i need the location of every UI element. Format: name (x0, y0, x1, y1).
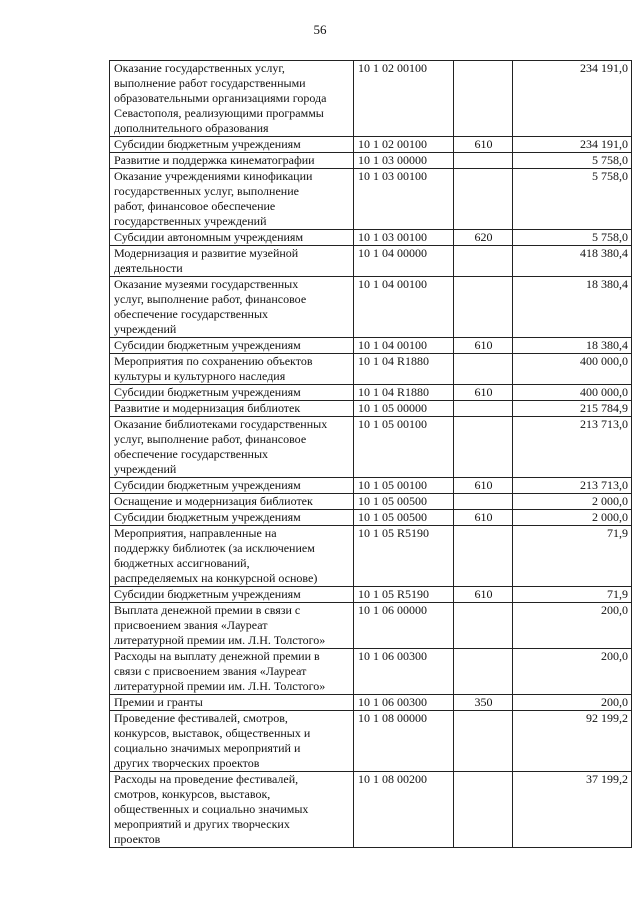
page-number: 56 (313, 22, 327, 37)
cell-code: 10 1 02 00100 (354, 61, 454, 137)
cell-name: Мероприятия по сохранению объектов культуры и культурного наследия (110, 354, 354, 385)
cell-code: 10 1 05 R5190 (354, 526, 454, 587)
cell-amount: 2 000,0 (513, 510, 632, 526)
table-row (110, 61, 632, 137)
cell-name: Премии и гранты (110, 695, 354, 711)
cell-expense-type: 610 (454, 385, 513, 401)
cell-code: 10 1 05 00100 (354, 478, 454, 494)
cell-amount: 71,9 (513, 526, 632, 587)
cell-expense-type (454, 277, 513, 338)
cell-name: Расходы на выплату денежной премии в связи с присвоением звания «Лауреат литературной премии им. Л.Н. Толстого» (110, 649, 354, 695)
table-row (110, 494, 632, 510)
cell-expense-type: 610 (454, 478, 513, 494)
cell-name: Оказание учреждениями кинофикации государственных услуг, выполнение работ, финансовое обеспечение государственных учреждений (110, 169, 354, 230)
cell-name: Оказание библиотеками государственных услуг, выполнение работ, финансовое обеспечение государственных учреждений (110, 417, 354, 478)
cell-expense-type (454, 153, 513, 169)
cell-amount: 215 784,9 (513, 401, 632, 417)
cell-code: 10 1 06 00000 (354, 603, 454, 649)
cell-name: Оказание государственных услуг, выполнение работ государственными образовательными организациями города Севастополя, реализующими программы дополнительного образования (110, 61, 354, 137)
cell-expense-type (454, 246, 513, 277)
cell-amount: 2 000,0 (513, 494, 632, 510)
cell-expense-type: 610 (454, 587, 513, 603)
cell-code: 10 1 06 00300 (354, 649, 454, 695)
cell-expense-type: 610 (454, 137, 513, 153)
cell-expense-type (454, 169, 513, 230)
cell-amount: 71,9 (513, 587, 632, 603)
budget-table (109, 60, 632, 848)
table-row (110, 153, 632, 169)
cell-name: Субсидии бюджетным учреждениям (110, 385, 354, 401)
cell-amount: 92 199,2 (513, 711, 632, 772)
table-row (110, 649, 632, 695)
table-row (110, 246, 632, 277)
table-row (110, 137, 632, 153)
cell-expense-type (454, 772, 513, 848)
cell-code: 10 1 04 R1880 (354, 385, 454, 401)
table-row (110, 711, 632, 772)
cell-expense-type: 610 (454, 338, 513, 354)
cell-code: 10 1 03 00100 (354, 169, 454, 230)
table-row (110, 417, 632, 478)
cell-name: Развитие и поддержка кинематографии (110, 153, 354, 169)
cell-amount: 5 758,0 (513, 153, 632, 169)
cell-amount: 18 380,4 (513, 277, 632, 338)
table-row (110, 478, 632, 494)
cell-expense-type (454, 603, 513, 649)
table-row (110, 772, 632, 848)
cell-code: 10 1 03 00100 (354, 230, 454, 246)
cell-amount: 37 199,2 (513, 772, 632, 848)
cell-amount: 200,0 (513, 649, 632, 695)
cell-amount: 200,0 (513, 695, 632, 711)
cell-code: 10 1 08 00000 (354, 711, 454, 772)
cell-code: 10 1 08 00200 (354, 772, 454, 848)
budget-table-body (110, 61, 632, 848)
table-row (110, 230, 632, 246)
cell-name: Субсидии бюджетным учреждениям (110, 478, 354, 494)
table-row (110, 338, 632, 354)
cell-expense-type: 350 (454, 695, 513, 711)
table-row (110, 277, 632, 338)
cell-name: Расходы на проведение фестивалей, смотров, конкурсов, выставок, общественных и социально значимых мероприятий и других творческих проектов (110, 772, 354, 848)
cell-amount: 400 000,0 (513, 385, 632, 401)
cell-amount: 213 713,0 (513, 478, 632, 494)
cell-amount: 18 380,4 (513, 338, 632, 354)
cell-code: 10 1 04 00100 (354, 277, 454, 338)
cell-amount: 213 713,0 (513, 417, 632, 478)
cell-expense-type: 620 (454, 230, 513, 246)
cell-expense-type (454, 61, 513, 137)
cell-name: Субсидии бюджетным учреждениям (110, 510, 354, 526)
cell-expense-type (454, 354, 513, 385)
cell-code: 10 1 03 00000 (354, 153, 454, 169)
cell-expense-type (454, 649, 513, 695)
table-row (110, 603, 632, 649)
cell-code: 10 1 05 00500 (354, 510, 454, 526)
cell-name: Субсидии автономным учреждениям (110, 230, 354, 246)
cell-name: Оказание музеями государственных услуг, выполнение работ, финансовое обеспечение государственных учреждений (110, 277, 354, 338)
cell-amount: 200,0 (513, 603, 632, 649)
table-row (110, 169, 632, 230)
table-row (110, 695, 632, 711)
table-row (110, 510, 632, 526)
table-row (110, 526, 632, 587)
cell-name: Проведение фестивалей, смотров, конкурсов, выставок, общественных и социально значимых мероприятий и других творческих проектов (110, 711, 354, 772)
cell-code: 10 1 06 00300 (354, 695, 454, 711)
cell-code: 10 1 05 00100 (354, 417, 454, 478)
cell-name: Субсидии бюджетным учреждениям (110, 338, 354, 354)
table-row (110, 401, 632, 417)
cell-expense-type (454, 711, 513, 772)
cell-amount: 400 000,0 (513, 354, 632, 385)
cell-expense-type (454, 417, 513, 478)
cell-code: 10 1 04 00100 (354, 338, 454, 354)
cell-expense-type: 610 (454, 510, 513, 526)
cell-code: 10 1 05 00000 (354, 401, 454, 417)
cell-name: Мероприятия, направленные на поддержку библиотек (за исключением бюджетных ассигнований, распределяемых на конкурсной основе) (110, 526, 354, 587)
cell-name: Субсидии бюджетным учреждениям (110, 137, 354, 153)
cell-name: Развитие и модернизация библиотек (110, 401, 354, 417)
cell-code: 10 1 05 R5190 (354, 587, 454, 603)
cell-name: Модернизация и развитие музейной деятельности (110, 246, 354, 277)
cell-amount: 418 380,4 (513, 246, 632, 277)
cell-name: Оснащение и модернизация библиотек (110, 494, 354, 510)
cell-expense-type (454, 401, 513, 417)
cell-code: 10 1 04 00000 (354, 246, 454, 277)
cell-amount: 234 191,0 (513, 61, 632, 137)
cell-expense-type (454, 494, 513, 510)
cell-name: Субсидии бюджетным учреждениям (110, 587, 354, 603)
table-row (110, 587, 632, 603)
cell-amount: 5 758,0 (513, 230, 632, 246)
cell-code: 10 1 05 00500 (354, 494, 454, 510)
cell-amount: 234 191,0 (513, 137, 632, 153)
cell-expense-type (454, 526, 513, 587)
cell-code: 10 1 04 R1880 (354, 354, 454, 385)
table-row (110, 354, 632, 385)
table-row (110, 385, 632, 401)
cell-name: Выплата денежной премии в связи с присвоением звания «Лауреат литературной премии им. Л.Н. Толстого» (110, 603, 354, 649)
cell-code: 10 1 02 00100 (354, 137, 454, 153)
cell-amount: 5 758,0 (513, 169, 632, 230)
